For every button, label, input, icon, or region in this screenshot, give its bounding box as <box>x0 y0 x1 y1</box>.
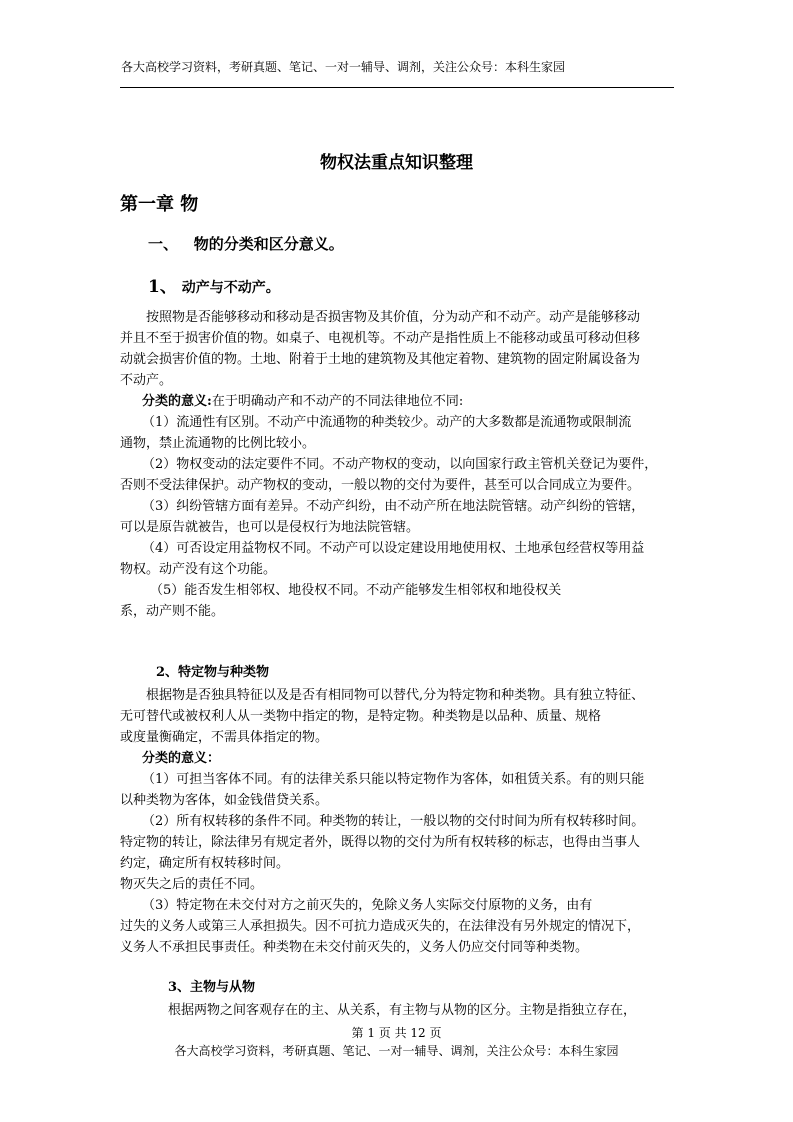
section-heading <box>148 233 344 254</box>
paragraph-line: 无可替代或被权利人从一类物中指定的物，是特定物。种类物是以品种、质量、规格 <box>120 709 602 724</box>
list-item-line: 约定，确定所有权转移时间。 <box>120 856 290 871</box>
list-item-line: 过失的义务人或第三人承担损失。因不可抗力造成灭失的，在法律没有另外规定的情况下， <box>120 919 641 934</box>
document-title: 物权法重点知识整理 <box>320 153 473 173</box>
list-item-line: 通物，禁止流通物的比例比较小。 <box>120 436 316 451</box>
header-note: 各大高校学习资料，考研真题、笔记、一对一辅导、调剂，关注公众号：本科生家园 <box>121 60 566 74</box>
section-title: 物的分类和区分意义。 <box>193 235 344 253</box>
list-item-line: 以种类物为客体，如金钱借贷关系。 <box>120 793 329 808</box>
list-item-line: （2）所有权转移的条件不同。种类物的转让，一般以物的交付时间为所有权转移时间。 <box>142 814 645 829</box>
meaning-label: 分类的意义: <box>142 394 212 409</box>
paragraph-line: 根据两物之间客观存在的主、从关系，有主物与从物的区分。主物是指独立存在， <box>168 1003 637 1018</box>
subsection-title: 动产与不动产。 <box>181 280 280 296</box>
list-item-line: 可以是原告就被告，也可以是侵权行为地法院管辖。 <box>120 520 420 535</box>
list-item-line: （3）纠纷管辖方面有差异。不动产纠纷，由不动产所在地法院管辖。动产纠纷的管辖， <box>142 499 645 514</box>
list-item-line: （3）特定物在未交付对方之前灭失的，免除义务人实际交付原物的义务，由有 <box>142 898 593 913</box>
chapter-heading: 第一章 物 <box>120 194 199 215</box>
meaning-label-2: 分类的意义： <box>142 751 221 766</box>
list-item-line: （1）可担当客体不同。有的法律关系只能以特定物作为客体，如租赁关系。有的则只能 <box>142 772 645 787</box>
list-item-line: 物权。动产没有这个功能。 <box>120 562 277 577</box>
subsection-heading-2: 2、特定物与种类物 <box>156 665 270 680</box>
list-item-line: 特定物的转让，除法律另有规定者外，既得以物的交付为所有权转移的标志，也得由当事人 <box>120 835 641 850</box>
meaning-line <box>142 390 463 409</box>
list-item-line: 物灭失之后的责任不同。 <box>120 877 264 892</box>
paragraph-line: 或度量衡确定，不需具体指定的物。 <box>120 730 329 745</box>
header-divider <box>120 87 674 88</box>
page-number: 第 1 页 共 12 页 <box>351 1026 442 1040</box>
subsection-number: 1、 <box>148 277 177 297</box>
paragraph-line: 并且不至于损害价值的物。如桌子、电视机等。不动产是指性质上不能移动或虽可移动但移 <box>120 331 641 346</box>
list-item-line: （1）流通性有区别。不动产中流通物的种类较少。动产的大多数都是流通物或限制流 <box>142 415 632 430</box>
paragraph-line: 动就会损害价值的物。土地、附着于土地的建筑物及其他定着物、建筑物的固定附属设备为 <box>120 352 641 367</box>
paragraph-line: 按照物是否能够移动和移动是否损害物及其价值，分为动产和不动产。动产是能够移动 <box>146 310 641 325</box>
paragraph-line: 根据物是否独具特征以及是否有相同物可以替代,分为特定物和种类物。具有独立特征、 <box>146 688 645 703</box>
list-item-line: 否则不受法律保护。动产物权的变动，一般以物的交付为要件，甚至可以合同成立为要件。 <box>120 478 641 493</box>
list-item-line: 义务人不承担民事责任。种类物在未交付前灭失的，义务人仍应交付同等种类物。 <box>120 940 589 955</box>
meaning-text: 在于明确动产和不动产的不同法律地位不同: <box>211 394 464 409</box>
list-item-line: （4）可否设定用益物权不同。不动产可以设定建设用地使用权、土地承包经营权等用益 <box>142 541 645 556</box>
subsection-heading-1 <box>148 272 280 297</box>
list-item-line: （2）物权变动的法定要件不同。不动产物权的变动，以向国家行政主管机关登记为要件， <box>142 457 658 472</box>
paragraph-line: 不动产。 <box>120 373 173 388</box>
footer-note: 各大高校学习资料，考研真题、笔记、一对一辅导、调剂，关注公众号：本科生家园 <box>174 1044 619 1058</box>
list-item-line: （5）能否发生相邻权、地役权不同。不动产能够发生相邻权和地役权关 <box>150 583 562 598</box>
section-number: 一、 <box>148 235 179 253</box>
subsection-heading-3: 3、主物与从物 <box>168 980 256 995</box>
list-item-line: 系，动产则不能。 <box>120 604 225 619</box>
